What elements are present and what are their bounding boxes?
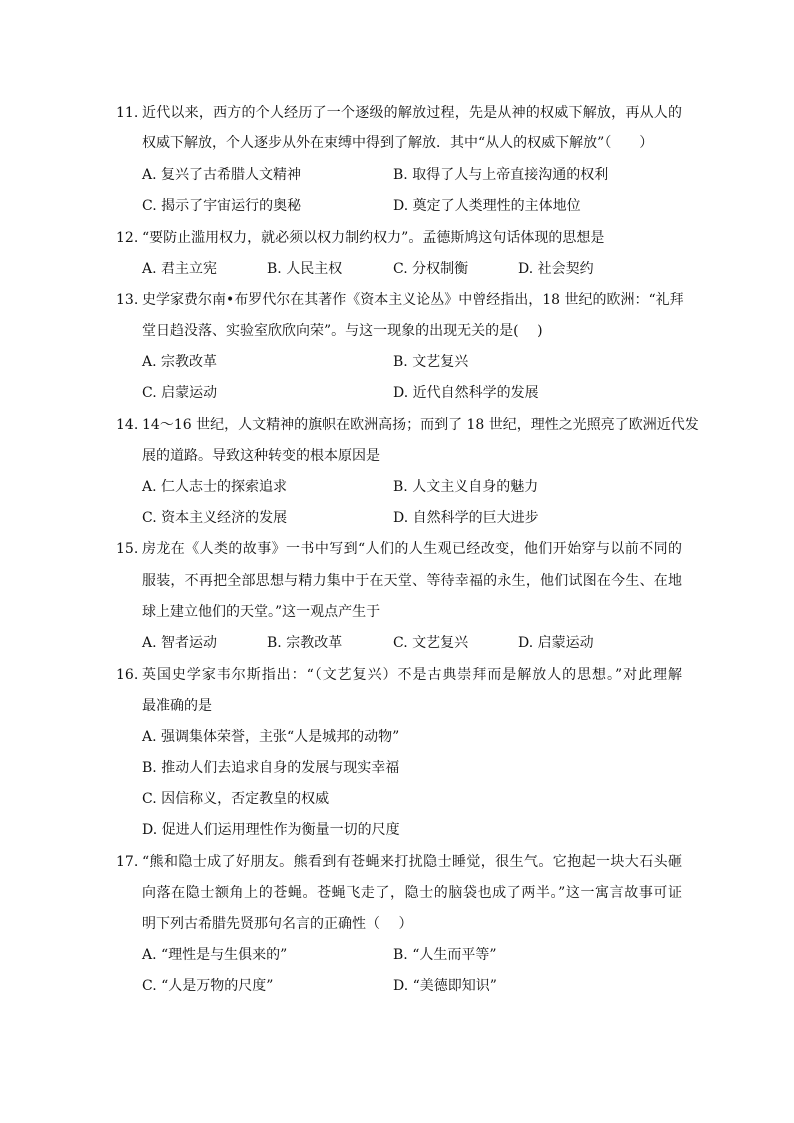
option-d: D. 促进人们运用理性作为衡量一切的尺度 [142,822,400,838]
option-b: B. 推动人们去追求自身的发展与现实幸福 [142,760,400,776]
question-stem-line: 14～16 世纪，人文精神的旗帜在欧洲高扬；而到了 18 世纪，理性之光照亮了欧洲近代发 [142,417,699,433]
question-number: 17. [116,854,139,870]
option-a: A. 宗教改革 [142,354,218,370]
option-d: D. 启蒙运动 [518,635,594,651]
question-stem-line: 权威下解放，个人逐步从外在束缚中得到了解放．其中“从人的权威下解放”（ ） [142,135,654,151]
option-d: D. 自然科学的巨大进步 [393,510,539,526]
option-c: C. 揭示了宇宙运行的奥秘 [142,198,302,214]
option-c: C. 资本主义经济的发展 [142,510,288,526]
option-a: A. “理性是与生俱来的” [142,947,288,963]
question-number: 11. [116,105,139,121]
option-a: A. 仁人志士的探索追求 [142,479,288,495]
question-stem-line: 球上建立他们的天堂。”这一观点产生于 [142,604,381,620]
question-stem-line: 展的道路。导致这种转变的根本原因是 [142,448,380,464]
question-stem-line: 向落在隐士额角上的苍蝇。苍蝇飞走了，隐士的脑袋也成了两半。”这一寓言故事可证 [142,885,683,901]
option-c: C. 分权制衡 [393,261,469,277]
question-stem-line: 近代以来，西方的个人经历了一个逐级的解放过程，先是从神的权威下解放，再从人的 [142,105,683,121]
option-c: C. “人是万物的尺度” [142,978,274,994]
option-a: A. 智者运动 [142,635,218,651]
question-number: 14. [116,417,139,433]
option-c: C. 文艺复兴 [393,635,469,651]
option-a: A. 君主立宪 [142,261,218,277]
question-number: 12. [116,230,139,246]
option-d: D. “美德即知识” [393,978,497,994]
option-c: C. 启蒙运动 [142,385,218,401]
option-b: B. 宗教改革 [267,635,343,651]
option-d: D. 奠定了人类理性的主体地位 [393,198,581,214]
question-number: 13. [116,292,139,308]
question-number: 15. [116,541,139,557]
question-stem-line: 服装，不再把全部思想与精力集中于在天堂、等待幸福的永生，他们试图在今生、在地 [142,573,683,589]
option-a: A. 强调集体荣誉，主张“人是城邦的动物” [142,729,400,745]
question-number: 16. [116,667,139,683]
option-a: A. 复兴了古希腊人文精神 [142,167,302,183]
option-b: B. 取得了人与上帝直接沟通的权利 [393,167,609,183]
option-d: D. 近代自然科学的发展 [393,385,539,401]
question-stem-line: 英国史学家韦尔斯指出：“（文艺复兴）不是古典崇拜而是解放人的思想。”对此理解 [142,667,683,683]
option-b: B. 人文主义自身的魅力 [393,479,539,495]
question-stem-line: 房龙在《人类的故事》一书中写到“人们的人生观已经改变，他们开始穿与以前不同的 [142,541,683,557]
option-d: D. 社会契约 [518,261,594,277]
option-c: C. 因信称义，否定教皇的权威 [142,791,330,807]
option-b: B. 人民主权 [267,261,343,277]
question-stem-line: “要防止滥用权力，就必须以权力制约权力”。孟德斯鸠这句话体现的思想是 [142,230,605,246]
option-b: B. 文艺复兴 [393,354,469,370]
question-stem-line: 明下列古希腊先贤那句名言的正确性（ ） [142,916,413,932]
option-b: B. “人生而平等” [393,947,497,963]
question-stem-line: 史学家费尔南•布罗代尔在其著作《资本主义论丛》中曾经指出，18 世纪的欧洲：“礼拜 [142,292,684,308]
question-stem-line: 堂日趋没落、实验室欣欣向荣”。与这一现象的出现无关的是( ) [142,323,543,339]
question-stem-line: “熊和隐士成了好朋友。熊看到有苍蝇来打扰隐士睡觉，很生气。它抱起一块大石头砸 [142,854,683,870]
question-stem-line: 最准确的是 [142,698,212,714]
